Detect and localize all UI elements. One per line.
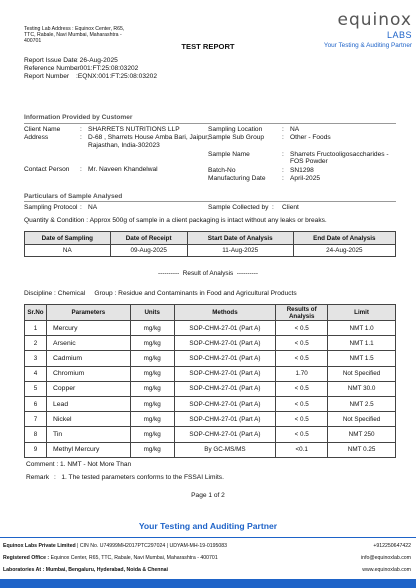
sampling-protocol-label: Sampling Protocol bbox=[24, 204, 78, 211]
comment-text: 1. NMT - Not More Than bbox=[60, 461, 132, 468]
method-cell: SOP-CHM-27-01 (Part A) bbox=[174, 351, 276, 366]
table-row bbox=[25, 351, 396, 366]
page-number: Page 1 of 2 bbox=[191, 492, 225, 499]
table-row bbox=[25, 381, 396, 396]
results-header-cell: Limit bbox=[328, 305, 396, 321]
parameter-cell: Nickel bbox=[46, 412, 130, 427]
report-number-label: Report Number bbox=[24, 73, 70, 80]
client-name-value: SHARRETS NUTRITIONS LLP bbox=[88, 126, 180, 133]
logo-suffix: LABS bbox=[386, 30, 412, 40]
address-value-line2: Rajasthan, India-302023 bbox=[88, 142, 160, 149]
results-header-cell: Parameters bbox=[46, 305, 130, 321]
unit-cell: mg/kg bbox=[130, 396, 174, 411]
table-row bbox=[25, 321, 396, 336]
reference-number bbox=[24, 65, 138, 72]
contact-person-label: Contact Person bbox=[24, 166, 70, 173]
footer-registered-line bbox=[3, 555, 218, 561]
report-number bbox=[24, 73, 157, 80]
dates-header-cell: End Date of Analysis bbox=[293, 232, 395, 245]
limit-cell: NMT 1.0 bbox=[328, 321, 396, 336]
limit-cell: NMT 1.5 bbox=[328, 351, 396, 366]
footer-labs-text: Mumbai, Bengaluru, Hyderabad, Noida & Chennai bbox=[44, 567, 168, 573]
footer-email[interactable]: info@equinoxlab.com bbox=[361, 555, 411, 561]
issue-date-label: Report Issue Date bbox=[24, 57, 78, 64]
sampling-protocol-value: NA bbox=[88, 204, 98, 211]
results-header-cell: Units bbox=[130, 305, 174, 321]
unit-cell: mg/kg bbox=[130, 321, 174, 336]
footer-registered-label: Registered Office : bbox=[3, 555, 50, 561]
table-row bbox=[25, 442, 396, 457]
limit-cell: NMT 0.25 bbox=[328, 442, 396, 457]
method-cell: SOP-CHM-27-01 (Part A) bbox=[174, 427, 276, 442]
customer-section-title: Information Provided by Customer bbox=[24, 114, 133, 121]
results-header-cell: Sr.No bbox=[25, 305, 47, 321]
unit-cell: mg/kg bbox=[130, 412, 174, 427]
limit-cell: NMT 30.0 bbox=[328, 381, 396, 396]
unit-cell: mg/kg bbox=[130, 427, 174, 442]
batch-value: SN1298 bbox=[290, 167, 314, 174]
client-name-label: Client Name bbox=[24, 126, 61, 133]
sampling-location-value: NA bbox=[290, 126, 300, 133]
colon: : bbox=[272, 204, 274, 211]
dates-header-cell: Start Date of Analysis bbox=[187, 232, 293, 245]
colon: : bbox=[282, 167, 284, 174]
divider bbox=[24, 123, 396, 124]
colon: : bbox=[80, 204, 82, 211]
report-number-value: :EQNX:001:FT:25:08:03202 bbox=[76, 73, 158, 80]
logo-tagline: Your Testing & Auditing Partner bbox=[323, 42, 412, 49]
colon: : bbox=[80, 134, 82, 141]
unit-cell: mg/kg bbox=[130, 366, 174, 381]
result-cell: <0.1 bbox=[276, 442, 328, 457]
dates-value-cell: 09-Aug-2025 bbox=[110, 245, 187, 257]
sampling-location-label: Sampling Location bbox=[208, 126, 263, 133]
dates-value-row bbox=[25, 245, 396, 257]
dates-value-cell: NA bbox=[25, 245, 111, 257]
sample-name-label: Sample Name bbox=[208, 151, 250, 158]
footer-labs-line bbox=[3, 567, 168, 573]
contact-person-value: Mr. Naveen Khandelwal bbox=[88, 166, 158, 173]
issue-date-value: : 26-Aug-2025 bbox=[76, 57, 118, 64]
colon: : bbox=[80, 166, 82, 173]
dates-header-row bbox=[25, 232, 396, 245]
divider bbox=[24, 201, 396, 202]
method-cell: SOP-CHM-27-01 (Part A) bbox=[174, 366, 276, 381]
table-row bbox=[25, 336, 396, 351]
unit-cell: mg/kg bbox=[130, 336, 174, 351]
footer-tagline: Your Testing and Auditing Partner bbox=[138, 521, 278, 531]
parameter-cell: Cadmium bbox=[46, 351, 130, 366]
sr-no-cell: 5 bbox=[25, 381, 47, 396]
parameter-cell: Arsenic bbox=[46, 336, 130, 351]
limit-cell: Not Specified bbox=[328, 366, 396, 381]
footer-bar bbox=[0, 579, 416, 588]
method-cell: By GC-MS/MS bbox=[174, 442, 276, 457]
footer-rule bbox=[0, 537, 416, 538]
footer-company-name: Equinox Labs Private Limited bbox=[3, 543, 76, 549]
comment-label: Comment : bbox=[26, 461, 59, 468]
limit-cell: NMT 250 bbox=[328, 427, 396, 442]
method-cell: SOP-CHM-27-01 (Part A) bbox=[174, 336, 276, 351]
report-issue-date bbox=[24, 57, 118, 64]
reference-label: Reference Number bbox=[24, 65, 80, 72]
report-title: TEST REPORT bbox=[181, 42, 235, 51]
results-header-cell: Results of Analysis bbox=[276, 305, 328, 321]
result-cell: < 0.5 bbox=[276, 427, 328, 442]
table-row bbox=[25, 412, 396, 427]
colon: : bbox=[80, 126, 82, 133]
sr-no-cell: 1 bbox=[25, 321, 47, 336]
reference-value: : 001:FT:25:08:03202 bbox=[76, 65, 139, 72]
sample-name-value-line1: Sharrets Fructooligosaccharides - bbox=[290, 151, 389, 158]
sr-no-cell: 6 bbox=[25, 396, 47, 411]
sample-collected-label: Sample Collected by bbox=[208, 204, 269, 211]
dates-header-cell: Date of Sampling bbox=[25, 232, 111, 245]
footer-labs-label: Laboratories At : bbox=[3, 567, 45, 573]
unit-cell: mg/kg bbox=[130, 381, 174, 396]
table-row bbox=[25, 366, 396, 381]
footer-company-line bbox=[3, 543, 227, 549]
parameter-cell: Tin bbox=[46, 427, 130, 442]
footer-website[interactable]: www.equinoxlab.com bbox=[362, 567, 411, 573]
address-label: Address bbox=[24, 134, 49, 141]
limit-cell: NMT 1.1 bbox=[328, 336, 396, 351]
parameter-cell: Lead bbox=[46, 396, 130, 411]
result-cell: < 0.5 bbox=[276, 396, 328, 411]
address-line: TTC, Rabale, Navi Mumbai, Maharashtra - bbox=[24, 32, 122, 39]
logo-wordmark: equinox bbox=[337, 10, 412, 30]
unit-cell: mg/kg bbox=[130, 351, 174, 366]
result-cell: < 0.5 bbox=[276, 381, 328, 396]
sample-sub-group-label: Sample Sub Group bbox=[208, 134, 265, 141]
colon: : bbox=[282, 126, 284, 133]
dates-table bbox=[24, 231, 396, 257]
method-cell: SOP-CHM-27-01 (Part A) bbox=[174, 396, 276, 411]
manufacturing-date-value: April-2025 bbox=[290, 175, 321, 182]
colon: : bbox=[282, 151, 284, 158]
method-cell: SOP-CHM-27-01 (Part A) bbox=[174, 412, 276, 427]
parameter-cell: Copper bbox=[46, 381, 130, 396]
table-row bbox=[25, 396, 396, 411]
remark-label: Remark bbox=[26, 474, 50, 481]
parameter-cell: Methyl Mercury bbox=[46, 442, 130, 457]
dates-value-cell: 11-Aug-2025 bbox=[187, 245, 293, 257]
result-cell: 1.70 bbox=[276, 366, 328, 381]
footer-registered-text: Equinox Center, R65, TTC, Rabale, Navi Mumbai, Maharashtra - 400701 bbox=[49, 555, 218, 561]
limit-cell: NMT 2.5 bbox=[328, 396, 396, 411]
dates-value-cell: 24-Aug-2025 bbox=[293, 245, 395, 257]
sample-section-title: Particulars of Sample Analysed bbox=[24, 193, 123, 200]
results-header-row bbox=[25, 305, 396, 321]
sr-no-cell: 8 bbox=[25, 427, 47, 442]
result-heading: ---------- Result of Analysis ---------- bbox=[157, 270, 259, 277]
method-cell: SOP-CHM-27-01 (Part A) bbox=[174, 381, 276, 396]
limit-cell: Not Specified bbox=[328, 412, 396, 427]
result-cell: < 0.5 bbox=[276, 321, 328, 336]
table-row bbox=[25, 427, 396, 442]
dates-header-cell: Date of Receipt bbox=[110, 232, 187, 245]
sr-no-cell: 2 bbox=[25, 336, 47, 351]
parameter-cell: Mercury bbox=[46, 321, 130, 336]
sr-no-cell: 9 bbox=[25, 442, 47, 457]
colon: : bbox=[282, 134, 284, 141]
discipline-line: Discipline : Chemical Group : Residue and Contaminants in Food and Agricultural Products bbox=[24, 290, 297, 297]
unit-cell: mg/kg bbox=[130, 442, 174, 457]
results-header-cell: Methods bbox=[174, 305, 276, 321]
remark-text: : 1. The tested parameters conforms to the FSSAI Limits. bbox=[54, 474, 224, 481]
quantity-condition: Quantity & Condition : Approx 500g of sample in a client packaging is intact without any leaks or breaks. bbox=[24, 217, 327, 224]
method-cell: SOP-CHM-27-01 (Part A) bbox=[174, 321, 276, 336]
manufacturing-date-label: Manufacturing Date bbox=[208, 175, 266, 182]
result-cell: < 0.5 bbox=[276, 412, 328, 427]
sr-no-cell: 3 bbox=[25, 351, 47, 366]
parameter-cell: Chromium bbox=[46, 366, 130, 381]
results-table bbox=[24, 304, 396, 458]
sample-name-value-line2: FOS Powder bbox=[290, 158, 328, 165]
result-cell: < 0.5 bbox=[276, 336, 328, 351]
address-line: 400701 bbox=[24, 38, 42, 45]
address-value-line1: D-68 , Sharrets House Amba Bari, Jaipur, bbox=[88, 134, 209, 141]
footer-phone[interactable]: +912250647422 bbox=[373, 543, 411, 549]
sr-no-cell: 4 bbox=[25, 366, 47, 381]
sr-no-cell: 7 bbox=[25, 412, 47, 427]
batch-label: Batch-No bbox=[208, 167, 236, 174]
result-cell: < 0.5 bbox=[276, 351, 328, 366]
sample-sub-group-value: Other - Foods bbox=[290, 134, 331, 141]
colon: : bbox=[282, 175, 284, 182]
sample-collected-value: Client bbox=[282, 204, 299, 211]
footer-company-details: | CIN No. U74999MH2017PTC297024 | UDYAM-MH-19-0195083 bbox=[75, 543, 228, 549]
address-line: Testing Lab Address : Equinox Center, R65, bbox=[24, 26, 125, 32]
